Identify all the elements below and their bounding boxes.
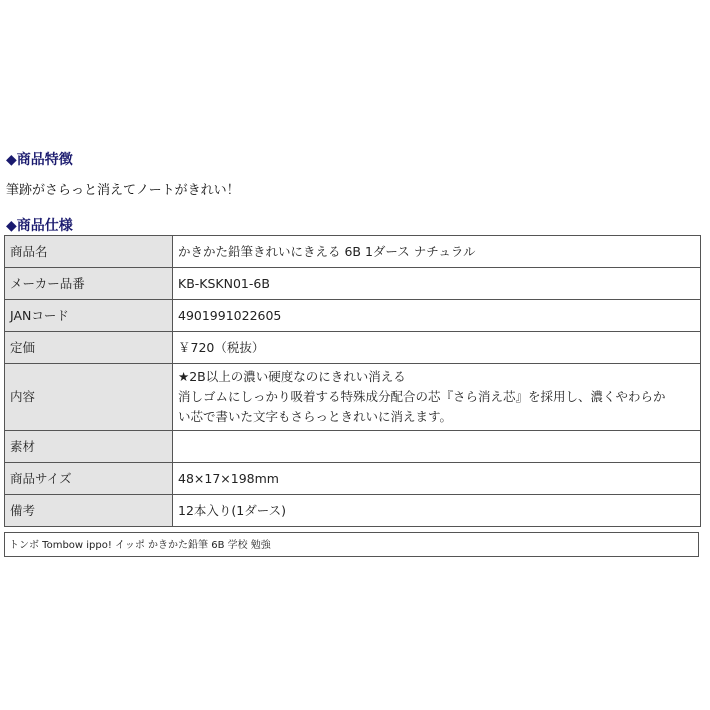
spec-value-maker-code: KB-KSKN01-6B bbox=[173, 268, 701, 300]
contents-line-2: 消しゴムにしっかり吸着する特殊成分配合の芯『さら消え芯』を採用し、濃くやわらか bbox=[178, 389, 666, 404]
spec-value-contents bbox=[173, 364, 701, 431]
spec-value-size: 48×17×198mm bbox=[173, 463, 701, 495]
spec-label-contents: 内容 bbox=[5, 364, 173, 431]
spec-value-list-price: ￥720（税抜） bbox=[173, 332, 701, 364]
spec-value-remarks: 12本入り(1ダース) bbox=[173, 495, 701, 527]
spec-label-product-name: 商品名 bbox=[5, 236, 173, 268]
table-row bbox=[5, 495, 701, 527]
spec-label-list-price: 定価 bbox=[5, 332, 173, 364]
contents-line-1: ★2B以上の濃い硬度なのにきれい消える bbox=[178, 369, 406, 384]
spec-label-material: 素材 bbox=[5, 431, 173, 463]
table-row bbox=[5, 300, 701, 332]
feature-text: 筆跡がさらっと消えてノートがきれい！ bbox=[6, 183, 240, 198]
table-row bbox=[5, 463, 701, 495]
table-row bbox=[5, 431, 701, 463]
table-row bbox=[5, 268, 701, 300]
spec-label-size: 商品サイズ bbox=[5, 463, 173, 495]
spec-value-jan-code: 4901991022605 bbox=[173, 300, 701, 332]
spec-heading: ◆商品仕様 bbox=[6, 218, 73, 234]
spec-label-maker-code: メーカー品番 bbox=[5, 268, 173, 300]
features-heading: ◆商品特徴 bbox=[6, 152, 73, 168]
table-row bbox=[5, 332, 701, 364]
spec-value-product-name: かきかた鉛筆きれいにきえる 6B 1ダース ナチュラル bbox=[173, 236, 701, 268]
spec-label-remarks: 備考 bbox=[5, 495, 173, 527]
contents-line-3: い芯で書いた文字もさらっときれいに消えます。 bbox=[178, 409, 453, 424]
spec-value-material bbox=[173, 431, 701, 463]
spec-label-jan-code: JANコード bbox=[5, 300, 173, 332]
keywords-footer: トンボ Tombow ippo! イッポ かきかた鉛筆 6B 学校 勉強 bbox=[4, 532, 699, 557]
table-row bbox=[5, 364, 701, 431]
spec-table bbox=[4, 235, 701, 527]
table-row bbox=[5, 236, 701, 268]
